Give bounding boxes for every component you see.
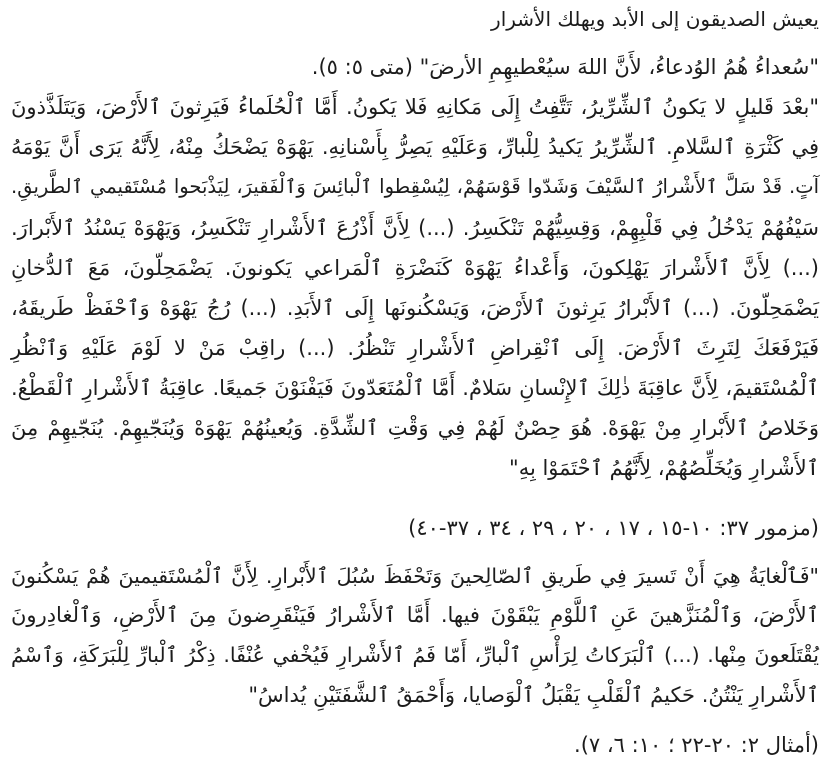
proverbs-line-1: "فَٱلْغايَةُ هِيَ أَنْ تَسيرَ فِي طَريقِ ٱلصّالِحينَ وَتَحْفَظَ سُبُلَ ٱلأَبْرارِ. لِأَنَّ ٱلْمُسْتَقيمينَ هُمْ يَسْكُنونَ: [11, 564, 819, 588]
psalm-line-9: وَخَلاصُ ٱلأَبْرارِ مِنْ يَهْوَهْ. هُوَ حِصْنٌ لَهُمْ فِي وَقْتِ ٱلشِّدَّةِ. وَيُعينُهُمْ يَهْوَهْ وَيُنَجّيهِمْ. يُنَجّيهِمْ مِنَ: [11, 416, 819, 440]
psalm-line-4: سَيْفُهُمْ يَدْخُلُ فِي قَلْبِهِمْ، وَقِسِيُّهُمْ تَنْكَسِرُ. (...) لِأَنَّ أَذْرُعَ ٱلأَشْرارِ تَنْكَسِرُ، وَيَهْوَهْ يَسْنُدُ ٱلأَبْرارَ.: [11, 216, 819, 240]
psalm-line-5: (...) لِأَنَّ ٱلأَشْرارَ يَهْلِكونَ، وَأَعْداءُ يَهْوَهْ كَنَضْرَةِ ٱلْمَراعي يَكونونَ. يَضْمَحِلّونَ، مَعَ ٱلدُّخانِ: [11, 256, 819, 280]
proverbs-line-3: يُقْتَلَعونَ مِنْها. (...) ٱلْبَرَكاتُ لِرَأْسِ ٱلْبارِّ، أَمّا فَمُ ٱلأَشْرارِ فَيُخْفي عُنْفًا. ذِكْرُ ٱلْبارِّ لِلْبَرَكَةِ، وَٱسْمُ: [11, 643, 819, 667]
quote-matthew: "سُعداءُ هُمُ الوُدعاءُ، لأَنَّ اللهَ سيُعْطيهِمِ الأرضَ" (متى ٥: ٥).: [311, 55, 819, 79]
document-title: يعيش الصديقون إلى الأبد ويهلك الأشرار: [491, 7, 819, 31]
psalm-line-10: ٱلأَشْرارِ وَيُخَلِّصُهُمْ، لِأَنَّهُمُ ٱحْتَمَوْا بِهِ": [509, 456, 819, 480]
psalm-line-8: ٱلْمُسْتَقيمَ، لِأَنَّ عاقِبَةَ ذٰلِكَ ٱلإِنْسانِ سَلامٌ. أَمَّا ٱلْمُتَعَدّونَ فَيَفْنَوْنَ جَميعًا. عاقِبَةُ ٱلأَشْرارِ ٱلْقَطْعُ.: [11, 376, 819, 400]
psalm-reference: (مزمور ٣٧: ١٠-١٥ ، ١٧ ، ٢٠ ، ٢٩ ، ٣٤ ، ٣٧-٤٠): [408, 516, 819, 540]
proverbs-line-2: ٱلأَرْضَ، وَٱلْمُنَزَّهينَ عَنِ ٱللَّوْمِ يَبْقَوْنَ فيها. أَمَّا ٱلأَشْرارُ فَيَنْقَرِضونَ مِنَ ٱلأَرْضِ، وَٱلْغادِرونَ: [11, 603, 819, 627]
proverbs-reference: (أمثال ٢: ٢٠-٢٢ ؛ ١٠: ٦، ٧).: [574, 733, 819, 757]
psalm-line-3: آتٍ. قَدْ سَلَّ ٱلأَشْرارُ ٱلسَّيْفَ وَشَدّوا قَوْسَهُمْ، لِيُسْقِطوا ٱلْبائِسَ وَٱلْفَقيرَ، لِيَذْبَحوا مُسْتَقيمي ٱلطَّريقِ.: [11, 175, 819, 198]
psalm-line-1: "بعْدَ قَليلٍ لا يَكونُ ٱلشِّرِّيرُ، تَتَّفِتُ إِلَى مَكانِهِ فَلا يَكونُ. أَمَّا ٱلْحُلَماءُ فَيَرِثونَ ٱلأَرْضَ، وَيَتَلَذَّذونَ: [11, 95, 819, 119]
psalm-line-7: فَيَرْفَعَكَ لِتَرِثَ ٱلأَرْضَ. إِلَى ٱنْقِراضِ ٱلأَشْرارِ تَنْظُرُ. (...) راقِبْ مَنْ لا لَوْمَ عَلَيْهِ وَٱنْظُرِ: [11, 336, 819, 360]
psalm-line-6: يَضْمَحِلّونَ. (...) ٱلأَبْرارُ يَرِثونَ ٱلأَرْضَ، وَيَسْكُنونَها إِلَى ٱلأَبَدِ. (...) رُجُ يَهْوَهْ وَٱحْفَظْ طَريقَهُ،: [11, 296, 819, 320]
proverbs-line-4: ٱلأَشْرارِ يَنْتُنُ. حَكيمُ ٱلْقَلْبِ يَقْبَلُ ٱلْوَصايا، وَأَحْمَقُ ٱلشَّفَتَيْنِ يُداسُ": [248, 683, 819, 707]
psalm-line-2: فِي كَثْرَةِ ٱلسَّلامِ. ٱلشِّرِّيرُ يَكيدُ لِلْبارِّ، وَعَلَيْهِ يَصِرُّ بِأَسْنانِهِ. يَهْوَهْ يَضْحَكُ مِنْهُ، لِأَنَّهُ يَرَى أَنَّ يَوْمَهُ: [11, 135, 819, 159]
